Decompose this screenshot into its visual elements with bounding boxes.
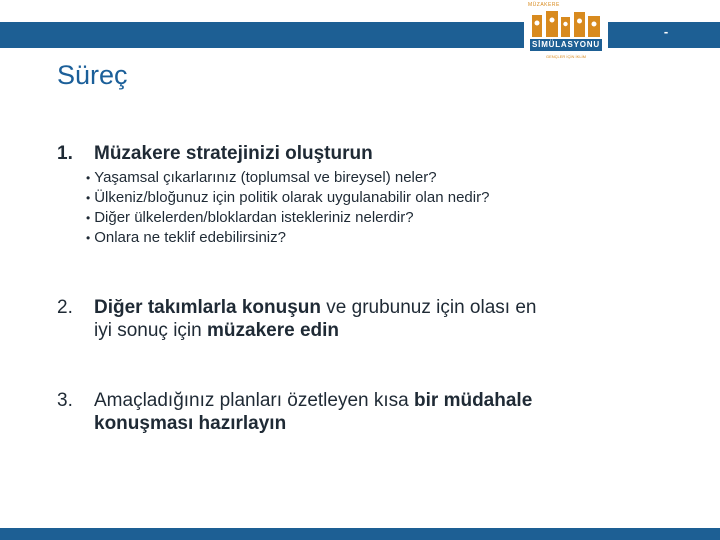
bullet-dot-icon: • (86, 231, 91, 245)
bullet-dot-icon: • (86, 211, 91, 225)
page-number: - (663, 24, 669, 39)
bullet-item: • Ülkeniz/bloğunuz için politik olarak uygulanabilir olan nedir? (86, 189, 490, 206)
step-3-text: Amaçladığınız planları özetleyen kısa bir müdahale konuşması hazırlayın (94, 390, 533, 434)
footer-bar (0, 528, 720, 540)
logo-banner: SİMÜLASYONU (530, 39, 602, 51)
slide-title: Süreç (57, 60, 128, 90)
logo-iklim-graphic (530, 9, 602, 39)
header-bar (0, 22, 720, 48)
bullet-item: • Diğer ülkelerden/bloklardan istekleriniz nelerdir? (86, 209, 414, 226)
bullet-dot-icon: • (86, 171, 91, 185)
step-2-number: 2. (57, 297, 73, 318)
logo-top-text: MÜZAKERE (528, 2, 560, 8)
step-1-number: 1. (57, 143, 73, 164)
step-2-text: Diğer takımlarla konuşun ve grubunuz için olası en iyi sonuç için müzakere edin (94, 297, 537, 341)
bullet-dot-icon: • (86, 191, 91, 205)
logo-sub-text: GENÇLER İÇİN İKLİM (545, 54, 586, 59)
bullet-item: • Onlara ne teklif edebilirsiniz? (86, 229, 286, 246)
bullet-item: • Yaşamsal çıkarlarınız (toplumsal ve bireysel) neler? (86, 169, 437, 186)
step-1-text: Müzakere stratejinizi oluşturun (94, 143, 373, 164)
step-3-number: 3. (57, 390, 73, 411)
step-1-bullet-list (86, 168, 489, 248)
climate-simulation-logo (524, 2, 608, 64)
